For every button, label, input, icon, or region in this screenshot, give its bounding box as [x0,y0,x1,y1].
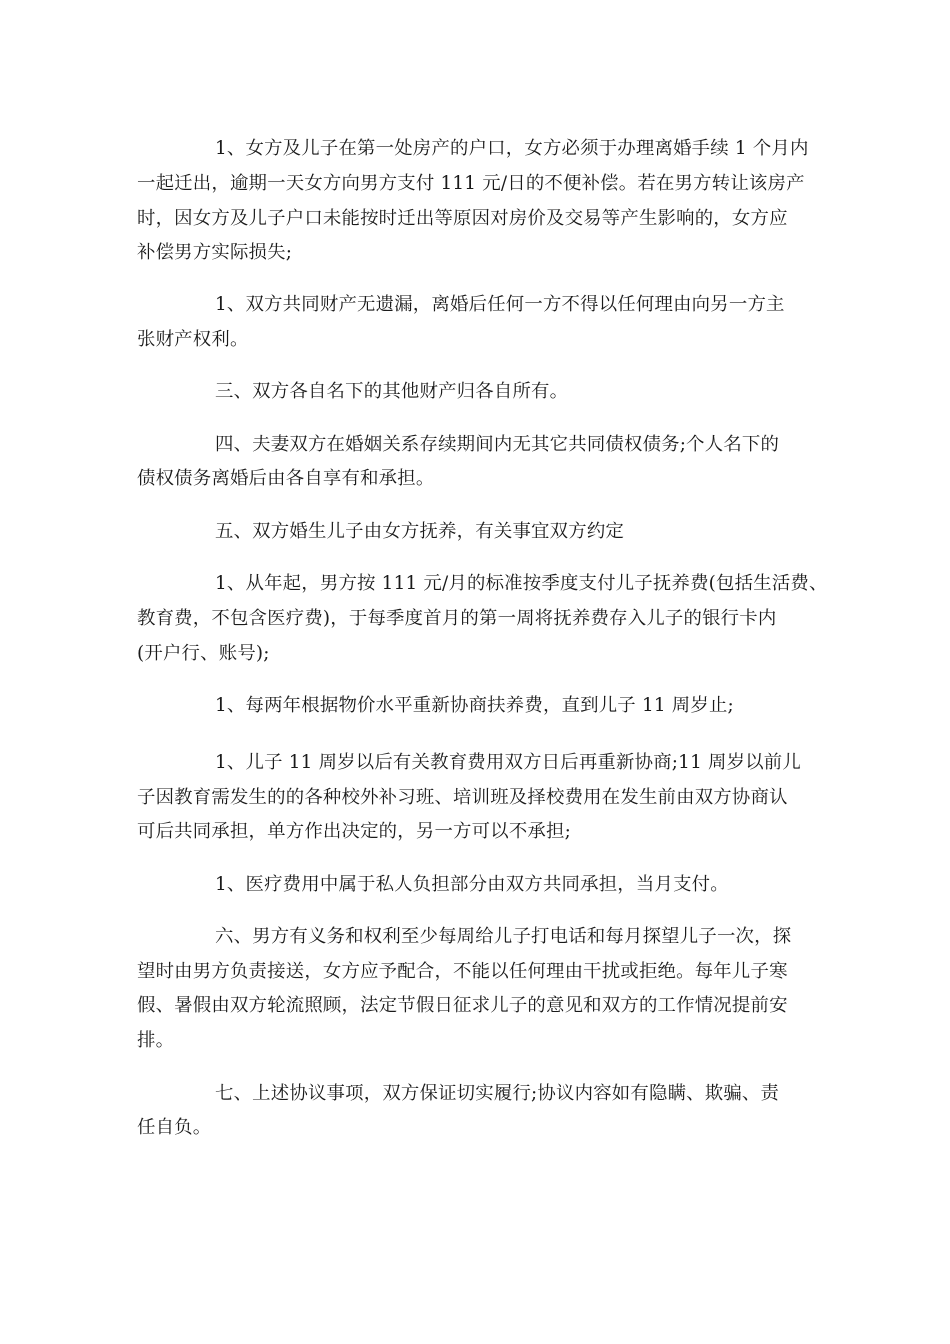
paragraph-line: 时，因女方及儿子户口未能按时迁出等原因对房价及交易等产生影响的，女方应 [137,208,788,229]
paragraph-line: 1、医疗费用中属于私人负担部分由双方共同承担，当月支付。 [215,874,729,895]
paragraph-line: (开户行、账号); [137,643,270,664]
paragraph-line: 排。 [137,1030,175,1051]
paragraph-line: 五、双方婚生儿子由女方抚养，有关事宜双方约定 [215,521,624,542]
paragraph-line: 1、从年起，男方按 111 元/月的标准按季度支付儿子抚养费(包括生活费、 [215,573,828,594]
paragraph-line: 1、双方共同财产无遗漏，离婚后任何一方不得以任何理由向另一方主 [215,294,785,315]
paragraph-line: 三、双方各自名下的其他财产归各自所有。 [215,381,569,402]
paragraph-line: 教育费，不包含医疗费)，于每季度首月的第一周将抚养费存入儿子的银行卡内 [137,608,777,629]
paragraph-line: 七、上述协议事项，双方保证切实履行;协议内容如有隐瞒、欺骗、责 [215,1083,780,1104]
paragraph-line: 任自负。 [137,1117,212,1138]
paragraph-line: 债权债务离婚后由各自享有和承担。 [137,468,435,489]
paragraph-line: 假、暑假由双方轮流照顾，法定节假日征求儿子的意见和双方的工作情况提前安 [137,995,788,1016]
paragraph-line: 可后共同承担，单方作出决定的，另一方可以不承担; [137,821,571,842]
paragraph-line: 张财产权利。 [137,329,249,350]
paragraph-line: 1、儿子 11 周岁以后有关教育费用双方日后再重新协商;11 周岁以前儿 [215,752,801,773]
paragraph-line: 四、夫妻双方在婚姻关系存续期间内无其它共同债权债务;个人名下的 [215,434,780,455]
paragraph-line: 六、男方有义务和权利至少每周给儿子打电话和每月探望儿子一次，探 [215,926,792,947]
paragraph-line: 子因教育需发生的的各种校外补习班、培训班及择校费用在发生前由双方协商认 [137,787,788,808]
paragraph-line: 望时由男方负责接送，女方应予配合，不能以任何理由干扰或拒绝。每年儿子寒 [137,961,788,982]
paragraph-line: 1、每两年根据物价水平重新协商扶养费，直到儿子 11 周岁止; [215,695,734,716]
paragraph-line: 一起迁出，逾期一天女方向男方支付 111 元/日的不便补偿。若在男方转让该房产 [137,173,805,194]
paragraph-line: 1、女方及儿子在第一处房产的户口，女方必须于办理离婚手续 1 个月内 [215,138,809,159]
paragraph-line: 补偿男方实际损失; [137,242,293,263]
